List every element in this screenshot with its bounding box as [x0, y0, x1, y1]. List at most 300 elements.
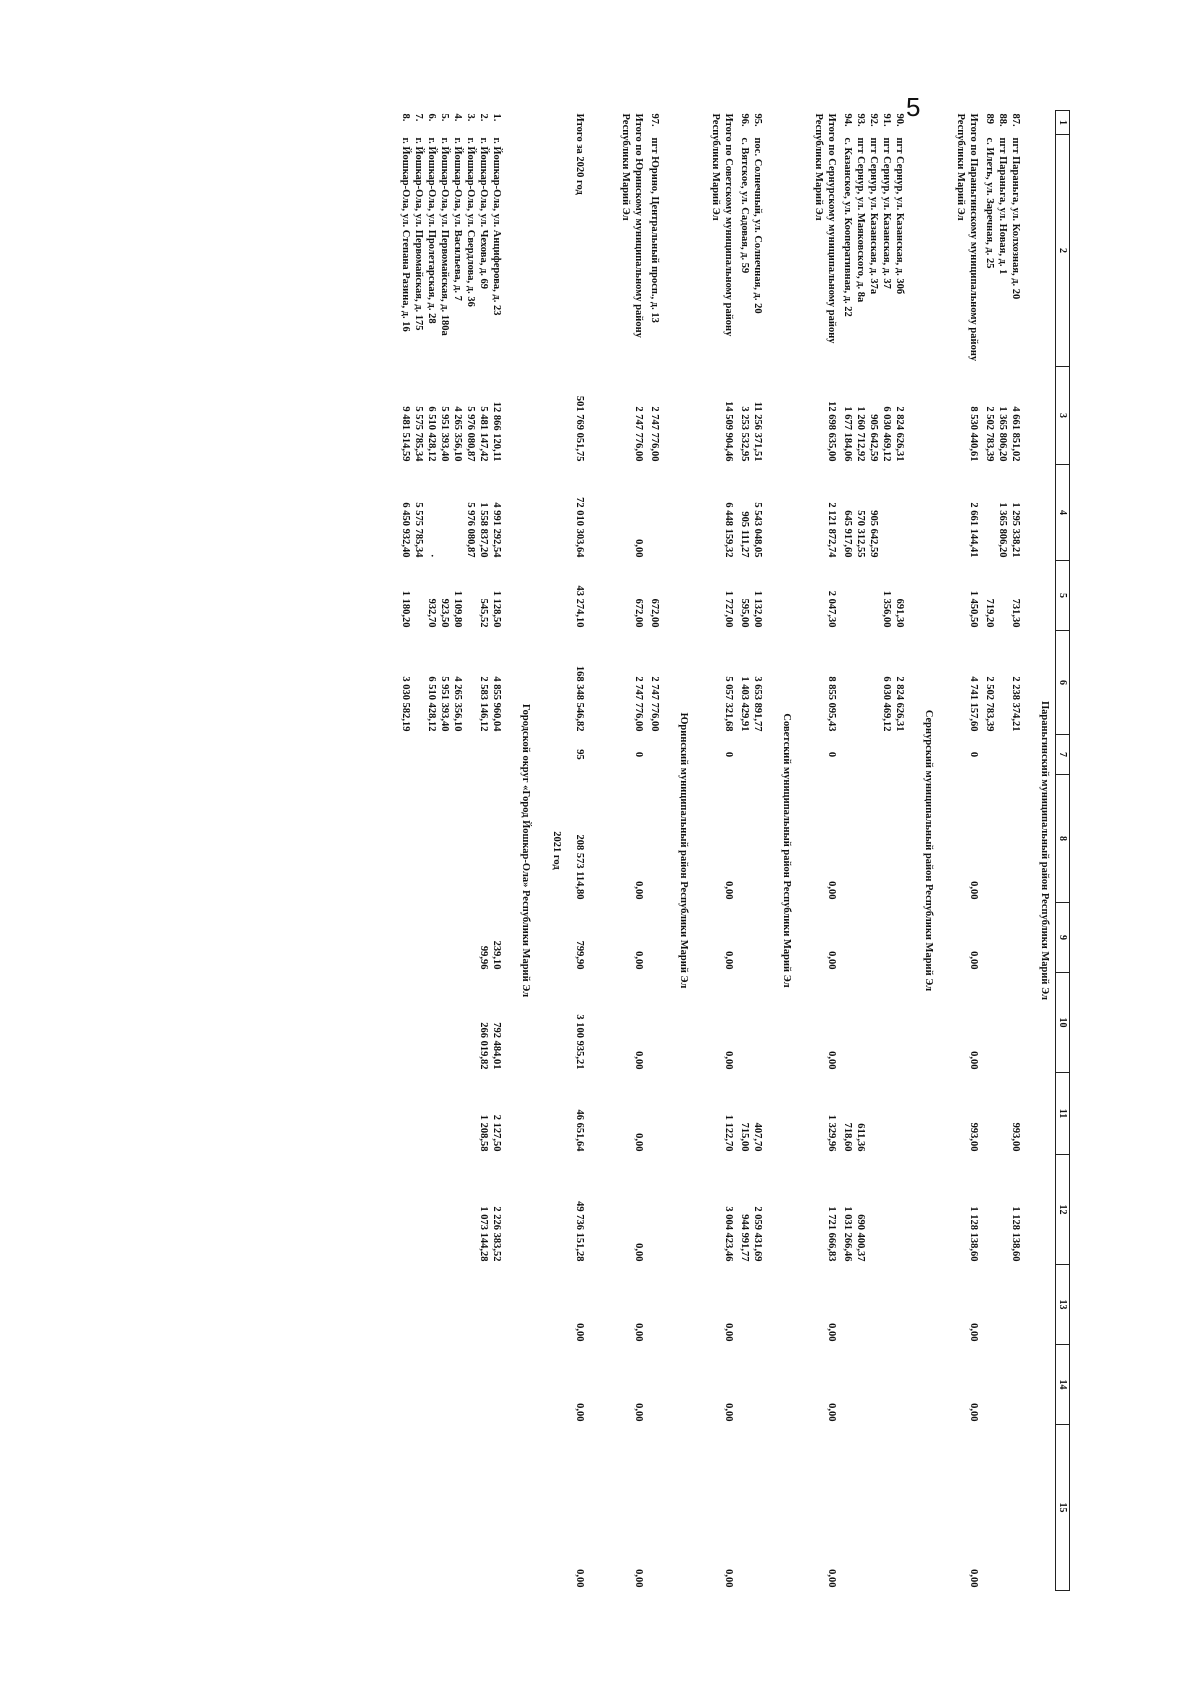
total-c15: 0,00 — [574, 1569, 585, 1588]
cell-c8 — [854, 775, 867, 903]
cell-c7 — [412, 735, 425, 775]
cell-c12 — [399, 1155, 412, 1265]
cell-c15 — [867, 1425, 880, 1591]
cell-c6: 2 238 374,21 — [1010, 676, 1021, 732]
column-header-9: 9 — [1056, 903, 1070, 973]
cell-c8 — [738, 775, 751, 903]
total-c11: 1 122,70 — [723, 1114, 734, 1152]
cell-c12 — [867, 1155, 880, 1265]
cell-c9 — [425, 903, 438, 973]
cell-c5 — [464, 561, 477, 631]
table-row — [412, 111, 425, 1591]
cell-c4: 905 642,59 — [868, 510, 879, 558]
cell-c13 — [867, 1265, 880, 1345]
cell-c4: 1 558 837,20 — [478, 502, 489, 558]
table-row — [1009, 111, 1022, 1591]
cell-c14 — [648, 1345, 661, 1425]
row-number: 90. — [894, 113, 905, 127]
page-number: 5 — [906, 92, 921, 122]
cell-c7 — [996, 735, 1009, 775]
cell-c10: 792 484,01 — [491, 1022, 502, 1070]
cell-c4 — [893, 465, 906, 561]
total-c8: 208 573 114,80 — [574, 834, 585, 900]
cell-c8 — [451, 775, 464, 903]
cell-c8 — [751, 775, 764, 903]
cell-c13 — [854, 1265, 867, 1345]
total-c9: 0,00 — [826, 951, 837, 970]
cell-c12 — [464, 1155, 477, 1265]
total-c12: 1 721 666,83 — [826, 1206, 837, 1262]
cell-c13 — [490, 1265, 503, 1345]
column-header-8: 8 — [1056, 775, 1070, 903]
cell-c4: 5 543 048,05 — [752, 502, 763, 558]
cell-c5 — [996, 561, 1009, 631]
cell-c8 — [867, 775, 880, 903]
cell-c15 — [841, 1425, 854, 1591]
cell-c4 — [648, 465, 661, 561]
cell-c5: 691,30 — [894, 598, 905, 628]
cell-c3: 1 677 184,06 — [842, 406, 853, 462]
table-row — [983, 111, 996, 1591]
row-number: 94. — [842, 113, 853, 127]
cell-c6: 4 265 356,10 — [452, 676, 463, 732]
total-c5: 672,00 — [633, 598, 644, 628]
cell-c15 — [751, 1425, 764, 1591]
cell-c13 — [1009, 1265, 1022, 1345]
total-c9: 0,00 — [633, 951, 644, 970]
cell-c7 — [648, 735, 661, 775]
row-address: г. Йошкар-Ола, ул. Анциферова, д. 23 — [491, 137, 502, 316]
section-title — [661, 111, 694, 1591]
cell-c15 — [425, 1425, 438, 1591]
cell-c5: 595,00 — [739, 598, 750, 628]
table-row — [854, 111, 867, 1591]
total-c3: 501 769 051,75 — [574, 395, 585, 462]
column-header-2: 2 — [1056, 135, 1070, 367]
total-c11: 0,00 — [633, 1133, 644, 1152]
cell-c4 — [880, 465, 893, 561]
row-number: 89 — [984, 113, 995, 124]
table-row — [893, 111, 906, 1591]
total-c3: 2 747 776,00 — [633, 406, 644, 462]
total-c14: 0,00 — [826, 1403, 837, 1422]
row-number: 88. — [997, 113, 1008, 127]
total-c6: 5 057 321,68 — [723, 676, 734, 732]
row-number: 96. — [739, 113, 750, 127]
cell-c7 — [1009, 735, 1022, 775]
total-c10: 0,00 — [723, 1051, 734, 1070]
cell-c10 — [880, 973, 893, 1073]
total-label: Итого по Советскому муниципальному району Республики Марий Эл — [710, 113, 734, 337]
cell-c10 — [648, 973, 661, 1073]
row-address: пгт Юрино, Центральный просп., д. 13 — [649, 137, 660, 323]
cell-c6 — [841, 631, 854, 735]
row-number: 93. — [855, 113, 866, 127]
cell-c8 — [880, 775, 893, 903]
capital-repair-table — [399, 110, 1070, 1591]
cell-c8 — [841, 775, 854, 903]
cell-c7 — [841, 735, 854, 775]
cell-c12 — [996, 1155, 1009, 1265]
row-number: 87. — [1010, 113, 1021, 127]
total-c7: 0 — [826, 751, 837, 758]
total-c7: 0 — [633, 751, 644, 758]
cell-c12 — [438, 1155, 451, 1265]
cell-c6 — [854, 631, 867, 735]
total-c4: 2 121 872,74 — [826, 502, 837, 558]
cell-c12: 944 991,77 — [739, 1214, 750, 1262]
cell-c15 — [983, 1425, 996, 1591]
cell-c12: 1 128 138,60 — [1010, 1206, 1021, 1262]
row-address: пгт Сернур, ул. Казанская, д. 37а — [868, 137, 879, 295]
cell-c5: 1 180,20 — [400, 590, 411, 628]
cell-c12 — [880, 1155, 893, 1265]
table-row — [751, 111, 764, 1591]
row-address: г. Йошкар-Ола, ул. Свердлова, д. 36 — [465, 137, 476, 307]
cell-c14 — [880, 1345, 893, 1425]
cell-c12 — [983, 1155, 996, 1265]
total-c6: 8 855 095,43 — [826, 676, 837, 732]
total-row — [709, 111, 738, 1591]
cell-c11 — [880, 1073, 893, 1155]
cell-c9 — [854, 903, 867, 973]
cell-c14 — [1009, 1345, 1022, 1425]
cell-c9: 239,10 — [491, 940, 502, 970]
cell-c14 — [738, 1345, 751, 1425]
cell-c11 — [867, 1073, 880, 1155]
cell-c3: 5 976 080,87 — [465, 406, 476, 462]
row-number: 7. — [413, 113, 424, 122]
column-header-13: 13 — [1056, 1265, 1070, 1345]
cell-c14 — [451, 1345, 464, 1425]
cell-c9 — [738, 903, 751, 973]
cell-c10 — [412, 973, 425, 1073]
cell-c11 — [893, 1073, 906, 1155]
cell-c8 — [490, 775, 503, 903]
row-number: 1. — [491, 113, 502, 122]
cell-c6: 2 824 626,31 — [894, 676, 905, 732]
total-c14: 0,00 — [723, 1403, 734, 1422]
cell-c9: 99,96 — [478, 945, 489, 970]
cell-c9 — [412, 903, 425, 973]
cell-c5 — [867, 561, 880, 631]
cell-c10 — [425, 973, 438, 1073]
total-c13: 0,00 — [574, 1323, 585, 1342]
cell-c4 — [983, 465, 996, 561]
cell-c11: 993,00 — [1010, 1122, 1021, 1152]
table-row — [841, 111, 854, 1591]
total-c9: 0,00 — [723, 951, 734, 970]
cell-c7 — [464, 735, 477, 775]
total-c5: 2 047,30 — [826, 590, 837, 628]
row-number: 4. — [452, 113, 463, 122]
cell-c5: 545,52 — [478, 598, 489, 628]
cell-c4: 5 575 785,34 — [413, 502, 424, 558]
cell-c13 — [464, 1265, 477, 1345]
cell-c13 — [412, 1265, 425, 1345]
total-c15: 0,00 — [723, 1569, 734, 1588]
cell-c15 — [854, 1425, 867, 1591]
column-number-header — [1056, 111, 1070, 1591]
row-number: 95. — [752, 113, 763, 127]
cell-c9 — [867, 903, 880, 973]
cell-c8 — [425, 775, 438, 903]
total-c4: 72 010 303,64 — [574, 497, 585, 558]
cell-c14 — [854, 1345, 867, 1425]
table-row — [738, 111, 751, 1591]
cell-c9 — [438, 903, 451, 973]
cell-c7 — [751, 735, 764, 775]
cell-c3: 5 481 147,42 — [478, 406, 489, 462]
cell-c11 — [438, 1073, 451, 1155]
cell-c3: 4 661 851,02 — [1010, 406, 1021, 462]
column-header-10: 10 — [1056, 973, 1070, 1073]
row-address: пос. Солнечный, ул. Солнечная, д. 20 — [752, 137, 763, 314]
section-title-text: Советский муниципальный район Республики Марий Эл — [781, 713, 792, 988]
cell-c5 — [841, 561, 854, 631]
cell-c12 — [425, 1155, 438, 1265]
year-heading-text: 2021 год — [551, 831, 562, 870]
cell-c11: 407,70 — [752, 1122, 763, 1152]
column-header-1: 1 — [1056, 111, 1070, 135]
cell-c5: 1 109,80 — [452, 590, 463, 628]
cell-c6: 6 510 428,12 — [426, 676, 437, 732]
cell-c3: 5 575 785,34 — [413, 406, 424, 462]
cell-c11 — [399, 1073, 412, 1155]
cell-c9 — [841, 903, 854, 973]
row-number: 92. — [868, 113, 879, 127]
cell-c9 — [893, 903, 906, 973]
total-label: Итого по Параньгинскому муниципальному району Республики Марий Эл — [955, 113, 979, 362]
table-row — [438, 111, 451, 1591]
row-number: 3. — [465, 113, 476, 122]
table-row — [490, 111, 503, 1591]
cell-c5: 1 356,00 — [881, 590, 892, 628]
cell-c12: 1 073 144,28 — [478, 1206, 489, 1262]
table-row — [464, 111, 477, 1591]
cell-c12 — [451, 1155, 464, 1265]
cell-c11 — [451, 1073, 464, 1155]
total-c14: 0,00 — [968, 1403, 979, 1422]
cell-c14 — [490, 1345, 503, 1425]
cell-c13 — [648, 1265, 661, 1345]
cell-c11 — [464, 1073, 477, 1155]
cell-c9 — [1009, 903, 1022, 973]
total-c15: 0,00 — [968, 1569, 979, 1588]
total-c13: 0,00 — [968, 1323, 979, 1342]
total-label: Итого по Юринскому муниципальному району Республики Марий Эл — [620, 113, 644, 338]
cell-c7 — [854, 735, 867, 775]
cell-c6 — [464, 631, 477, 735]
cell-c13 — [451, 1265, 464, 1345]
cell-c12 — [893, 1155, 906, 1265]
total-row — [619, 111, 648, 1591]
column-header-14: 14 — [1056, 1345, 1070, 1425]
cell-c15 — [1009, 1425, 1022, 1591]
total-c6: 4 741 157,60 — [968, 676, 979, 732]
cell-c6 — [867, 631, 880, 735]
cell-c3: 5 951 393,40 — [439, 406, 450, 462]
row-number: 91. — [881, 113, 892, 127]
cell-c7 — [425, 735, 438, 775]
cell-c7 — [399, 735, 412, 775]
cell-c3: 12 866 120,11 — [491, 401, 502, 462]
cell-c13 — [738, 1265, 751, 1345]
total-c10: 3 100 935,21 — [574, 1014, 585, 1070]
row-number: 2. — [478, 113, 489, 122]
row-address: пгт Параньга, ул. Новая, д. 1 — [997, 137, 1008, 275]
section-title — [764, 111, 797, 1591]
cell-c5 — [854, 561, 867, 631]
total-c9: 799,90 — [574, 940, 585, 970]
total-c13: 0,00 — [633, 1323, 644, 1342]
column-header-6: 6 — [1056, 631, 1070, 735]
cell-c10 — [438, 973, 451, 1073]
cell-c5: 923,50 — [439, 598, 450, 628]
cell-c9 — [983, 903, 996, 973]
section-title — [1022, 111, 1056, 1591]
cell-c8 — [648, 775, 661, 903]
cell-c13 — [438, 1265, 451, 1345]
row-address: пгт Сернур, ул. Казанская, д. 37 — [881, 137, 892, 289]
row-address: г. Йошкар-Ола, ул. Степана Разина, д. 16 — [400, 137, 411, 332]
cell-c11: 718,60 — [842, 1122, 853, 1152]
cell-c12: 2 059 431,69 — [752, 1206, 763, 1262]
section-title — [503, 111, 536, 1591]
total-c15: 0,00 — [633, 1569, 644, 1588]
cell-c14 — [477, 1345, 490, 1425]
cell-c15 — [880, 1425, 893, 1591]
total-c7: 0 — [723, 751, 734, 758]
total-c3: 8 530 440,61 — [968, 406, 979, 462]
table-row — [451, 111, 464, 1591]
cell-c15 — [648, 1425, 661, 1591]
cell-c6: 3 030 582,19 — [400, 676, 411, 732]
cell-c15 — [438, 1425, 451, 1591]
cell-c14 — [464, 1345, 477, 1425]
table-row — [477, 111, 490, 1591]
cell-c3: 1 365 806,20 — [997, 406, 1008, 462]
cell-c14 — [399, 1345, 412, 1425]
cell-c3: 6 030 469,12 — [881, 406, 892, 462]
cell-c8 — [1009, 775, 1022, 903]
section-title-text: Юринский муниципальный район Республики Марий Эл — [678, 712, 689, 989]
cell-c13 — [996, 1265, 1009, 1345]
cell-c3: 6 510 428,12 — [426, 406, 437, 462]
total-c6: 168 348 546,82 — [574, 665, 585, 732]
cell-c14 — [996, 1345, 1009, 1425]
cell-c3: 11 256 371,51 — [752, 401, 763, 462]
cell-c14 — [438, 1345, 451, 1425]
cell-c4: 570 312,55 — [855, 510, 866, 558]
cell-c11 — [412, 1073, 425, 1155]
cell-c4: 1 365 806,20 — [997, 502, 1008, 558]
cell-c15 — [399, 1425, 412, 1591]
row-address: г. Йошкар-Ола, ул. Пролетарская, д. 28 — [426, 137, 437, 324]
cell-c14 — [893, 1345, 906, 1425]
total-c14: 0,00 — [574, 1403, 585, 1422]
cell-c10 — [399, 973, 412, 1073]
cell-c8 — [983, 775, 996, 903]
cell-c13 — [399, 1265, 412, 1345]
section-title — [906, 111, 939, 1591]
cell-c5: 719,20 — [984, 598, 995, 628]
total-c15: 0,00 — [826, 1569, 837, 1588]
cell-c6: 4 855 960,04 — [491, 676, 502, 732]
cell-c7 — [477, 735, 490, 775]
table-body — [399, 111, 1056, 1591]
cell-c3: 2 824 626,31 — [894, 406, 905, 462]
cell-c8 — [477, 775, 490, 903]
table-row — [867, 111, 880, 1591]
cell-c6: 5 951 393,40 — [439, 676, 450, 732]
total-c5: 1 450,50 — [968, 590, 979, 628]
total-c8: 0,00 — [826, 881, 837, 900]
cell-c13 — [477, 1265, 490, 1345]
total-c9: 0,00 — [968, 951, 979, 970]
cell-c5: 1 128,50 — [491, 590, 502, 628]
cell-c9 — [751, 903, 764, 973]
total-c11: 1 329,96 — [826, 1114, 837, 1152]
cell-c9 — [464, 903, 477, 973]
cell-c11 — [425, 1073, 438, 1155]
total-c12: 49 736 151,28 — [574, 1201, 585, 1262]
cell-c15 — [477, 1425, 490, 1591]
total-c11: 46 651,64 — [574, 1109, 585, 1152]
cell-c10: 266 019,82 — [478, 1022, 489, 1070]
cell-c15 — [451, 1425, 464, 1591]
cell-c3: 905 642,59 — [868, 414, 879, 462]
cell-c4 — [438, 465, 451, 561]
row-address: г. Йошкар-Ола, ул. Первомайская, д. 180а — [439, 137, 450, 336]
row-number: 97. — [649, 113, 660, 127]
column-header-5: 5 — [1056, 561, 1070, 631]
cell-c12: 2 226 383,52 — [491, 1206, 502, 1262]
cell-c7 — [738, 735, 751, 775]
cell-c10 — [464, 973, 477, 1073]
cell-c12: 690 400,37 — [855, 1214, 866, 1262]
cell-c3: 4 265 356,10 — [452, 406, 463, 462]
cell-c12 — [648, 1155, 661, 1265]
table-row — [880, 111, 893, 1591]
cell-c3: 2 502 783,39 — [984, 406, 995, 462]
cell-c13 — [893, 1265, 906, 1345]
cell-c3: 2 747 776,00 — [649, 406, 660, 462]
total-c6: 2 747 776,00 — [633, 676, 644, 732]
cell-c5: 672,00 — [649, 598, 660, 628]
cell-c13 — [425, 1265, 438, 1345]
total-c12: 3 004 423,46 — [723, 1206, 734, 1262]
total-c11: 993,00 — [968, 1122, 979, 1152]
total-c7: 95 — [574, 749, 585, 760]
cell-c11: 611,36 — [855, 1123, 866, 1152]
column-header-15: 15 — [1056, 1425, 1070, 1591]
table-row — [425, 111, 438, 1591]
total-c8: 0,00 — [633, 881, 644, 900]
cell-c9 — [648, 903, 661, 973]
cell-c10 — [854, 973, 867, 1073]
total-c3: 12 698 635,00 — [826, 401, 837, 462]
total-c4: 2 661 144,41 — [968, 502, 979, 558]
cell-c6: 2 747 776,00 — [649, 676, 660, 732]
cell-c12 — [412, 1155, 425, 1265]
cell-c13 — [751, 1265, 764, 1345]
cell-c10 — [738, 973, 751, 1073]
cell-c3: 1 260 712,92 — [855, 406, 866, 462]
row-address: с. Вятское, ул. Садовая, д. 59 — [739, 137, 750, 274]
section-title-text: Параньгинский муниципальный район Республики Марий Эл — [1039, 701, 1050, 1000]
cell-c10 — [983, 973, 996, 1073]
